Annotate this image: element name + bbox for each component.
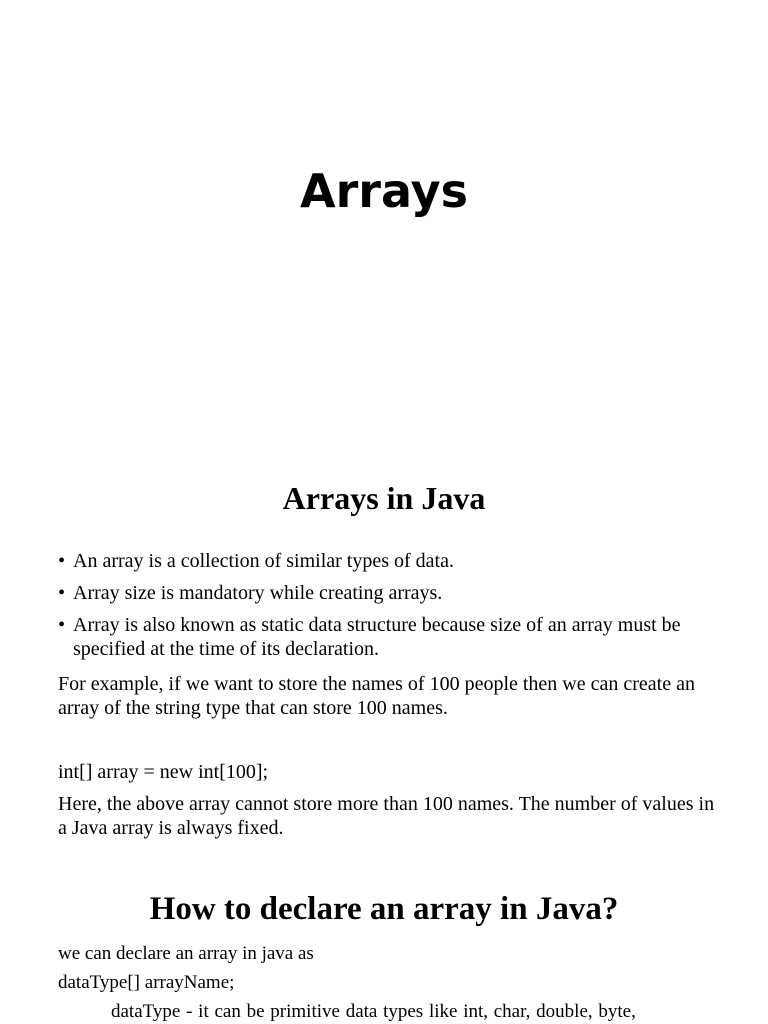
datatype-note-text: dataType - it can be primitive data types like int, char, double, byte, (111, 1001, 636, 1022)
explanation-paragraph: Here, the above array cannot store more than 100 names. The number of values in a Java array is always fixed. (58, 793, 715, 839)
example-paragraph: For example, if we want to store the names of 100 people then we can create an array of the string type that can store 100 names. (58, 673, 695, 719)
bullet-text: Array size is mandatory while creating arrays. (73, 582, 443, 604)
bullet-text: An array is a collection of similar types of data. (73, 550, 454, 572)
list-item (58, 549, 718, 573)
code-line: int[] array = new int[100]; (58, 761, 269, 783)
section-title-declare-array: How to declare an array in Java? (149, 891, 619, 927)
bullet-list (58, 549, 718, 669)
slide-title-arrays: Arrays (300, 164, 468, 218)
bullet-text: Array is also known as static data structure because size of an array must be specified at the time of its declaration. (73, 614, 681, 660)
section-title-arrays-in-java: Arrays in Java (282, 480, 486, 516)
declare-syntax-text: dataType[] arrayName; (58, 972, 235, 993)
bullet-icon: • (58, 550, 66, 572)
list-item (58, 581, 718, 605)
declare-intro-text: we can declare an array in java as (58, 943, 314, 964)
bullet-icon: • (58, 614, 66, 636)
list-item (58, 613, 718, 661)
bullet-icon: • (58, 582, 66, 604)
